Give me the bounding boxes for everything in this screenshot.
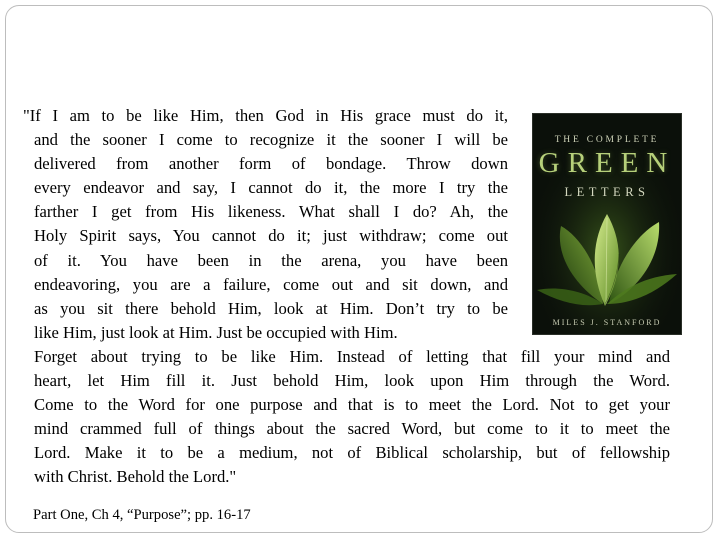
- quote-line: Forget about trying to be like Him. Instead of letting that fill your mind and: [34, 346, 670, 366]
- quote-line: farther I get from His likeness. What shall I do? Ah, the: [34, 202, 508, 222]
- quote-line: "If I am to be like Him, then God in His grace must do it,: [23, 106, 508, 125]
- quote-line: Holy Spirit says, You cannot do it; just withdraw; come out: [34, 226, 508, 246]
- book-title-sub: LETTERS: [564, 185, 650, 199]
- quote-line: and the sooner I come to recognize it the sooner I will be: [34, 130, 508, 150]
- quote-line: as you sit there behold Him, look at Him. Don’t try to be: [34, 298, 508, 318]
- book-title-top: THE COMPLETE: [554, 135, 660, 145]
- quote-line: mind crammed full of things about the sacred Word, but come to it to meet the: [34, 419, 670, 439]
- quote-line: heart, let Him fill it. Just behold Him, look upon Him through the Word.: [34, 371, 670, 391]
- quote-line: delivered from another form of bondage. Throw down: [34, 154, 508, 174]
- quote-line: of it. You have been in the arena, you have been: [34, 250, 508, 270]
- quote-line: Come to the Word for one purpose and that is to meet the Lord. Not to get your: [34, 395, 670, 415]
- quote-line: like Him, just look at Him. Just be occupied with Him.: [34, 322, 398, 342]
- quote-line: Lord. Make it to be a medium, not of Biblical scholarship, but of fellowship: [34, 443, 670, 463]
- quote-line: every endeavor and say, I cannot do it, the more I try the: [34, 178, 508, 198]
- book-author: MILES J. STANFORD: [552, 318, 662, 327]
- quote-text: [20, 104, 670, 490]
- book-title-main: GREEN: [538, 147, 676, 179]
- quote-line: with Christ. Behold the Lord.": [34, 467, 237, 487]
- quote-line: endeavoring, you are a failure, come out and sit down, and: [34, 274, 508, 294]
- source-citation: Part One, Ch 4, “Purpose”; pp. 16-17: [33, 507, 251, 523]
